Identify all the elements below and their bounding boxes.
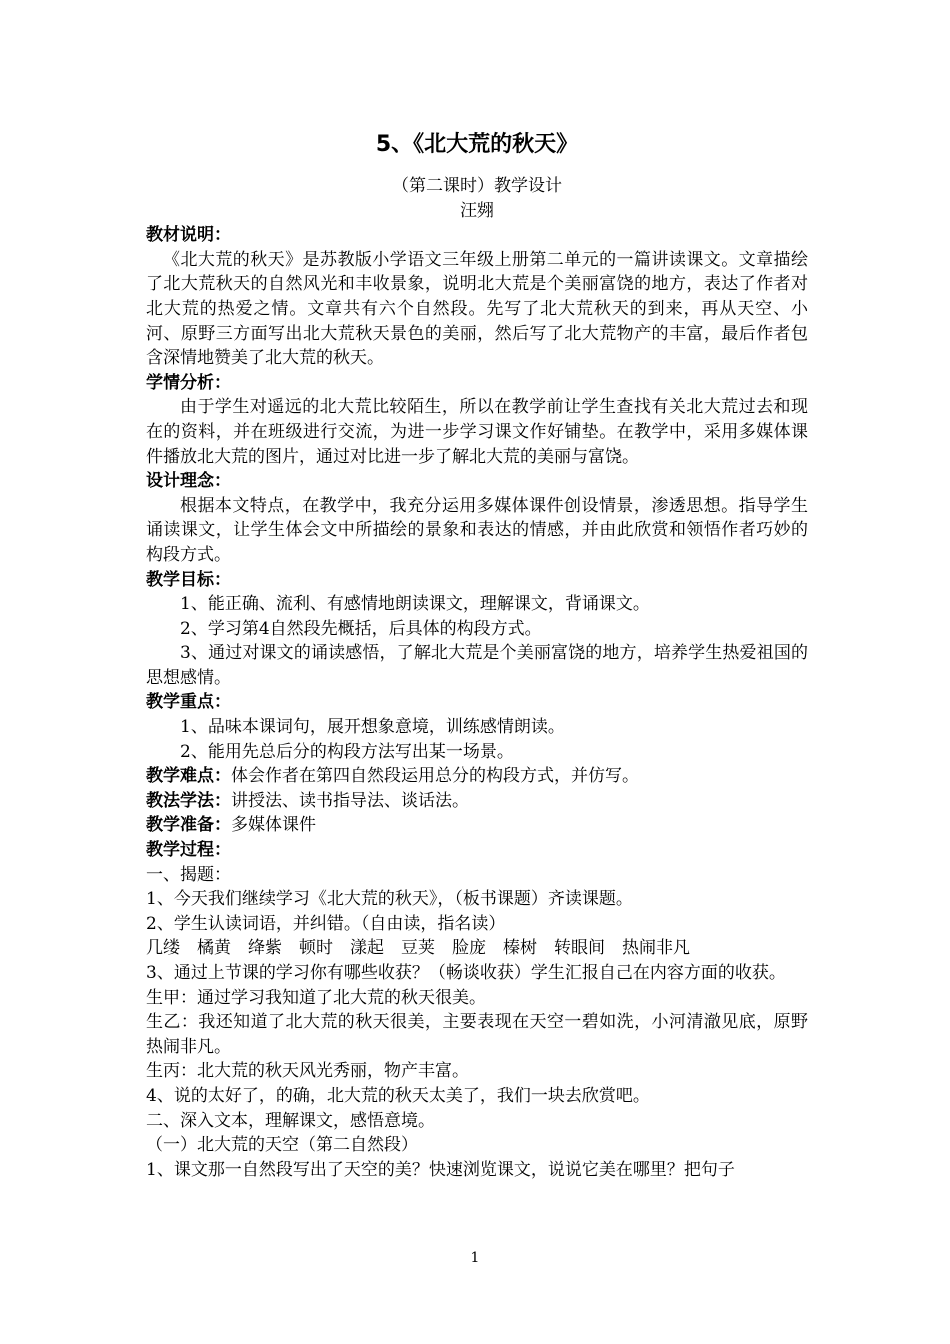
methods-heading: 教法学法：	[146, 790, 231, 811]
methods-text: 讲授法、读书指导法、谈话法。	[231, 790, 469, 811]
goal-item: 1、能正确、流利、有感情地朗读课文，理解课文，背诵课文。	[180, 594, 650, 615]
process-line: 生甲：通过学习我知道了北大荒的秋天很美。	[146, 987, 486, 1008]
methods-line	[146, 789, 808, 814]
concept-text: 根据本文特点，在教学中，我充分运用多媒体课件创设情景，渗透思想。指导学生诵读课文，让学生体会文中所描绘的景象和表达的情感，并由此欣赏和领悟作者巧妙的构段方式。	[146, 495, 808, 565]
material-text: 《北大荒的秋天》是苏教版小学语文三年级上册第二单元的一篇讲读课文。文章描绘了北大荒秋天的自然风光和丰收景象，说明北大荒是个美丽富饶的地方，表达了作者对北大荒的热爱之情。文章共有六个自然段。先写了北大荒秋天的到来，再从天空、小河、原野三方面写出北大荒秋天景色的美丽，然后写了北大荒物产的丰富，最后作者包含深情地赞美了北大荒的秋天。	[146, 249, 808, 369]
prep-line	[146, 813, 808, 838]
prep-heading: 教学准备：	[146, 815, 231, 836]
process-line: 生丙：北大荒的秋天风光秀丽，物产丰富。	[146, 1061, 469, 1082]
process-heading: 教学过程：	[146, 840, 231, 861]
process-line: 生乙：我还知道了北大荒的秋天很美，主要表现在天空一碧如洗，小河清澈见底，原野热闹非凡。	[146, 1012, 808, 1057]
key-point-item: 2、能用先总后分的构段方法写出某一场景。	[180, 741, 514, 762]
process-line: 1、今天我们继续学习《北大荒的秋天》，（板书课题）齐读课题。	[146, 889, 633, 910]
process-line: 3、通过上节课的学习你有哪些收获？（畅谈收获）学生汇报自己在内容方面的收获。	[146, 963, 786, 983]
material-heading: 教材说明：	[146, 225, 231, 246]
document-subtitle: （第二课时）教学设计	[392, 176, 562, 196]
difficulty-line	[146, 764, 808, 789]
goal-item: 2、学习第4自然段先概括，后具体的构段方式。	[180, 618, 542, 639]
key-point-item: 1、品味本课词句，展开想象意境，训练感情朗读。	[180, 717, 565, 738]
prep-text: 多媒体课件	[231, 815, 316, 836]
page-number: 1	[470, 1250, 480, 1266]
students-text: 由于学生对遥远的北大荒比较陌生，所以在教学前让学生查找有关北大荒过去和现在的资料，并在班级进行交流，为进一步学习课文作好铺垫。在教学中，采用多媒体课件播放北大荒的图片，通过对比进一步了解北大荒的美丽与富饶。	[146, 397, 808, 467]
document-body	[146, 130, 808, 1182]
goals-heading: 教学目标：	[146, 569, 231, 590]
process-line: 4、说的太好了，的确，北大荒的秋天太美了，我们一块去欣赏吧。	[146, 1085, 650, 1106]
document-title: 5、《北大荒的秋天》	[375, 132, 579, 157]
difficulty-text: 体会作者在第四自然段运用总分的构段方式，并仿写。	[231, 766, 639, 787]
process-line: （一）北大荒的天空（第二自然段）	[146, 1135, 418, 1156]
vocabulary-words: 几缕 橘黄 绛紫 顿时 漾起 豆荚 脸庞 榛树 转眼间 热闹非凡	[146, 938, 690, 959]
process-line: 1、课文那一自然段写出了天空的美？快速浏览课文，说说它美在哪里？把句子	[146, 1159, 735, 1180]
goal-item: 3、通过对课文的诵读感悟，了解北大荒是个美丽富饶的地方，培养学生热爱祖国的思想感情。	[146, 643, 808, 688]
key-points-heading: 教学重点：	[146, 692, 231, 713]
process-line: 2、学生认读词语，并纠错。（自由读，指名读）	[146, 913, 506, 934]
concept-heading: 设计理念：	[146, 471, 231, 492]
process-line: 二、深入文本，理解课文，感悟意境。	[146, 1110, 435, 1131]
students-heading: 学情分析：	[146, 372, 231, 393]
document-author: 汪翙	[460, 200, 494, 221]
difficulty-heading: 教学难点：	[146, 766, 231, 787]
process-line: 一、揭题：	[146, 864, 231, 885]
